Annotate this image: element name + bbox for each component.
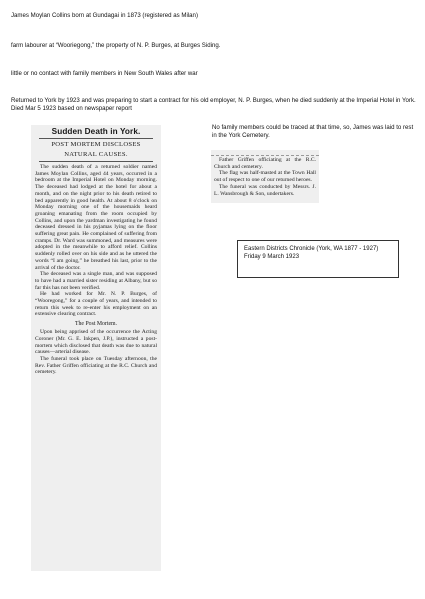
- clipping-paragraph: The sudden death of a returned soldier named James Moylan Collins, aged 44 years, occurred in a bedroom at the Imperial Hotel on Monday morning. The deceased had lodged at the hotel for about a month, and on the night prior to his death retired to bed apparently in good health. At about 8 o'clock on Monday morning one of the housemaids heard groaning emanating from the room occupied by Collins, and upon the yardman investigating he found deceased dressed in his pyjamas lying on the floor suffering great pain. He complained of suffering from cramps. Dr. Ward was summoned, and measures were adopted in the meanwhile to afford relief. Collins suddenly rolled over on his side and as he uttered the words “I am going,” he breathed his last, prior to the arrival of the doctor.: [35, 164, 157, 271]
- clipping-subhead-2: NATURAL CAUSES.: [64, 151, 128, 158]
- clipping-tail-paragraph: The funeral was conducted by Messrs. J. L. Wansbrough & Son, undertakers.: [214, 183, 316, 197]
- clipping-tail-paragraph: The flag was half-masted at the Town Hall out of respect to one of our returned heroes.: [214, 170, 316, 184]
- clipping-rule: [39, 161, 153, 162]
- clipping-paragraph: The funeral took place on Tuesday afternoon, the Rev. Father Griffen officiating at the R.C. Church and cemetery.: [35, 355, 157, 376]
- source-caption: Eastern Districts Chronicle (York, WA 1877 - 1927) Friday 9 March 1923: [237, 240, 399, 278]
- clipping-cut-edge: [211, 150, 319, 156]
- note-burial: No family members could be traced at that time, so, James was laid to rest in the York Cemetery.: [212, 124, 414, 140]
- note-return: Returned to York by 1923 and was preparing to start a contract for his old employer, N. P. Burges, when he died suddenly at the Imperial Hotel in York. Died Mar 5 1923 based on newspaper report: [11, 97, 416, 113]
- clipping-headline: Sudden Death in York.: [51, 127, 141, 136]
- clipping-subhead-1: POST MORTEM DISCLOSES: [51, 141, 141, 148]
- newspaper-clipping: [31, 125, 161, 571]
- clipping-rule: [39, 138, 153, 139]
- clipping-paragraph: Upon being apprised of the occurrence the Acting Coroner (Mr. G. E. Inkpen, J.P.), instructed a post-mortem which disclosed that death was due to natural causes—arterial disease.: [35, 329, 157, 356]
- clipping-section-head: The Post Mortem.: [74, 321, 118, 328]
- clipping-paragraph: He had worked for Mr. N. P. Burges, of “Wooregong,” for a couple of years, and intended to return this week to re-enter his employment on an extensive clearing contract.: [35, 291, 157, 318]
- clipping-paragraph: The deceased was a single man, and was supposed to have had a married sister residing at Albany, but so far this has not been verified.: [35, 271, 157, 291]
- note-occupation: farm labourer at “Wooriegong,” the property of N. P. Burges, at Burges Siding.: [11, 42, 221, 49]
- note-family-contact: little or no contact with family members in New South Wales after war: [11, 70, 198, 77]
- newspaper-clipping-continuation: [211, 150, 319, 203]
- note-birth: James Moylan Collins born at Gundagai in 1873 (registered as Milan): [11, 12, 198, 19]
- clipping-tail-paragraph: Father Griffen officiating at the R.C. Church and cemetery.: [214, 157, 316, 170]
